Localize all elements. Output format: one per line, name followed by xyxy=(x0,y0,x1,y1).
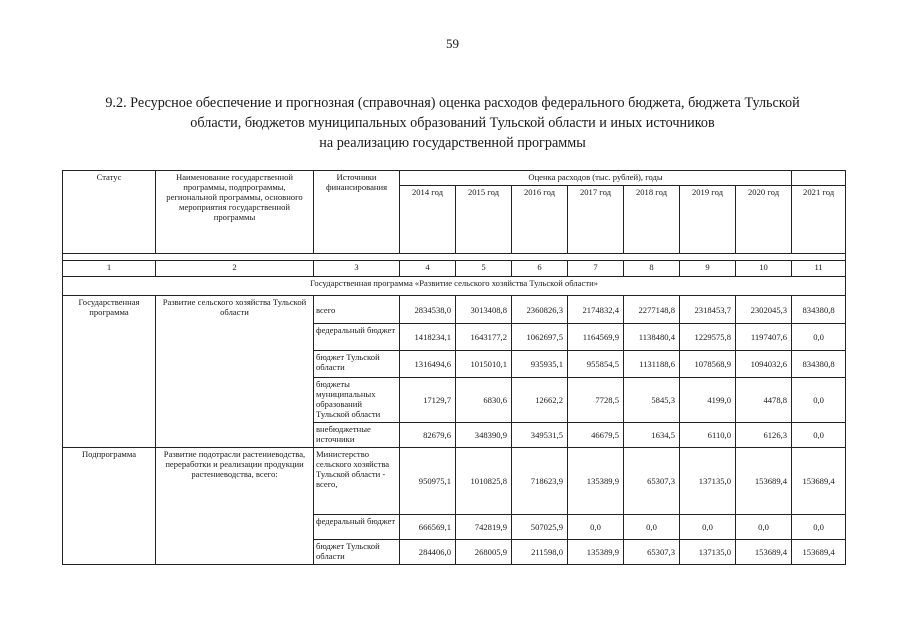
value-cell: 153689,4 xyxy=(792,540,846,565)
value-cell: 0,0 xyxy=(792,378,846,423)
value-cell: 211598,0 xyxy=(512,540,568,565)
value-cell: 4199,0 xyxy=(680,378,736,423)
value-cell: 1643177,2 xyxy=(456,324,512,351)
value-cell: 1197407,6 xyxy=(736,324,792,351)
value-cell: 0,0 xyxy=(792,515,846,540)
value-cell: 1418234,1 xyxy=(400,324,456,351)
title-line-1: 9.2. Ресурсное обеспечение и прогнозная (справочная) оценка расходов федерального бюджета, бюджета Тульской xyxy=(105,95,800,111)
row-source: внебюджетные источники xyxy=(314,423,400,448)
value-cell: 950975,1 xyxy=(400,448,456,515)
table-row xyxy=(63,448,846,515)
value-cell: 1015010,1 xyxy=(456,351,512,378)
value-cell: 135389,9 xyxy=(568,448,624,515)
value-cell: 0,0 xyxy=(568,515,624,540)
value-cell: 834380,8 xyxy=(792,351,846,378)
header-row-1 xyxy=(63,171,846,186)
value-cell: 153689,4 xyxy=(736,448,792,515)
header-estimate: Оценка расходов (тыс. рублей), годы xyxy=(400,171,792,186)
value-cell: 935935,1 xyxy=(512,351,568,378)
value-cell: 1229575,8 xyxy=(680,324,736,351)
value-cell: 718623,9 xyxy=(512,448,568,515)
value-cell: 0,0 xyxy=(624,515,680,540)
row-source: федеральный бюджет xyxy=(314,515,400,540)
value-cell: 7728,5 xyxy=(568,378,624,423)
header-year-2018: 2018 год xyxy=(624,186,680,254)
row-status: Государственная программа xyxy=(63,296,156,448)
value-cell: 2834538,0 xyxy=(400,296,456,324)
value-cell: 12662,2 xyxy=(512,378,568,423)
colnum-10: 10 xyxy=(736,261,792,277)
value-cell: 65307,3 xyxy=(624,540,680,565)
value-cell: 284406,0 xyxy=(400,540,456,565)
header-status: Статус xyxy=(63,171,156,254)
value-cell: 0,0 xyxy=(680,515,736,540)
colnum-2: 2 xyxy=(156,261,314,277)
row-name: Развитие подотрасли растениеводства, переработки и реализации продукции растениеводства, всего: xyxy=(156,448,314,565)
colnum-9: 9 xyxy=(680,261,736,277)
colnum-3: 3 xyxy=(314,261,400,277)
title-line-2: области, бюджетов муниципальных образований Тульской области и иных источников xyxy=(190,115,715,131)
value-cell: 507025,9 xyxy=(512,515,568,540)
value-cell: 2174832,4 xyxy=(568,296,624,324)
colnum-7: 7 xyxy=(568,261,624,277)
program-title: Государственная программа «Развитие сельского хозяйства Тульской области» xyxy=(63,277,846,296)
value-cell: 0,0 xyxy=(792,324,846,351)
value-cell: 6126,3 xyxy=(736,423,792,448)
row-name: Развитие сельского хозяйства Тульской области xyxy=(156,296,314,448)
colnum-1: 1 xyxy=(63,261,156,277)
value-cell: 742819,9 xyxy=(456,515,512,540)
colnum-11: 11 xyxy=(792,261,846,277)
value-cell: 0,0 xyxy=(736,515,792,540)
value-cell: 46679,5 xyxy=(568,423,624,448)
value-cell: 666569,1 xyxy=(400,515,456,540)
value-cell: 2277148,8 xyxy=(624,296,680,324)
row-source: федеральный бюджет xyxy=(314,324,400,351)
program-title-row xyxy=(63,277,846,296)
header-gap xyxy=(63,254,846,261)
value-cell: 135389,9 xyxy=(568,540,624,565)
value-cell: 1138480,4 xyxy=(624,324,680,351)
value-cell: 153689,4 xyxy=(736,540,792,565)
header-year-2015: 2015 год xyxy=(456,186,512,254)
value-cell: 153689,4 xyxy=(792,448,846,515)
value-cell: 0,0 xyxy=(792,423,846,448)
title-line-3: на реализацию государственной программы xyxy=(319,135,586,151)
header-estimate-tail xyxy=(792,171,846,186)
value-cell: 137135,0 xyxy=(680,448,736,515)
value-cell: 65307,3 xyxy=(624,448,680,515)
value-cell: 348390,9 xyxy=(456,423,512,448)
value-cell: 6110,0 xyxy=(680,423,736,448)
value-cell: 3013408,8 xyxy=(456,296,512,324)
page-number: 59 xyxy=(446,36,459,51)
header-name: Наименование государственной программы, подпрограммы, региональной программы, основного мероприятия государственной программы xyxy=(156,171,314,254)
value-cell: 137135,0 xyxy=(680,540,736,565)
colnum-5: 5 xyxy=(456,261,512,277)
value-cell: 1131188,6 xyxy=(624,351,680,378)
value-cell: 1078568,9 xyxy=(680,351,736,378)
value-cell: 1164569,9 xyxy=(568,324,624,351)
colnum-4: 4 xyxy=(400,261,456,277)
value-cell: 1062697,5 xyxy=(512,324,568,351)
header-year-2021: 2021 год xyxy=(792,186,846,254)
section-title xyxy=(40,93,865,153)
value-cell: 955854,5 xyxy=(568,351,624,378)
value-cell: 2318453,7 xyxy=(680,296,736,324)
value-cell: 17129,7 xyxy=(400,378,456,423)
value-cell: 1094032,6 xyxy=(736,351,792,378)
budget-table xyxy=(62,170,846,565)
value-cell: 349531,5 xyxy=(512,423,568,448)
value-cell: 82679,6 xyxy=(400,423,456,448)
value-cell: 4478,8 xyxy=(736,378,792,423)
row-source: бюджеты муниципальных образований Тульской области xyxy=(314,378,400,423)
value-cell: 1010825,8 xyxy=(456,448,512,515)
row-source: Министерство сельского хозяйства Тульской области - всего, xyxy=(314,448,400,515)
header-year-2019: 2019 год xyxy=(680,186,736,254)
value-cell: 1316494,6 xyxy=(400,351,456,378)
header-year-2020: 2020 год xyxy=(736,186,792,254)
header-year-2014: 2014 год xyxy=(400,186,456,254)
value-cell: 834380,8 xyxy=(792,296,846,324)
row-source: всего xyxy=(314,296,400,324)
value-cell: 2302045,3 xyxy=(736,296,792,324)
header-year-2017: 2017 год xyxy=(568,186,624,254)
value-cell: 5845,3 xyxy=(624,378,680,423)
value-cell: 1634,5 xyxy=(624,423,680,448)
colnum-8: 8 xyxy=(624,261,680,277)
row-source: бюджет Тульской области xyxy=(314,351,400,378)
row-status: Подпрограмма xyxy=(63,448,156,565)
header-sources: Источники финансирования xyxy=(314,171,400,254)
value-cell: 268005,9 xyxy=(456,540,512,565)
row-source: бюджет Тульской области xyxy=(314,540,400,565)
colnum-6: 6 xyxy=(512,261,568,277)
header-year-2016: 2016 год xyxy=(512,186,568,254)
value-cell: 2360826,3 xyxy=(512,296,568,324)
column-numbers-row xyxy=(63,261,846,277)
value-cell: 6830,6 xyxy=(456,378,512,423)
table-row xyxy=(63,296,846,324)
